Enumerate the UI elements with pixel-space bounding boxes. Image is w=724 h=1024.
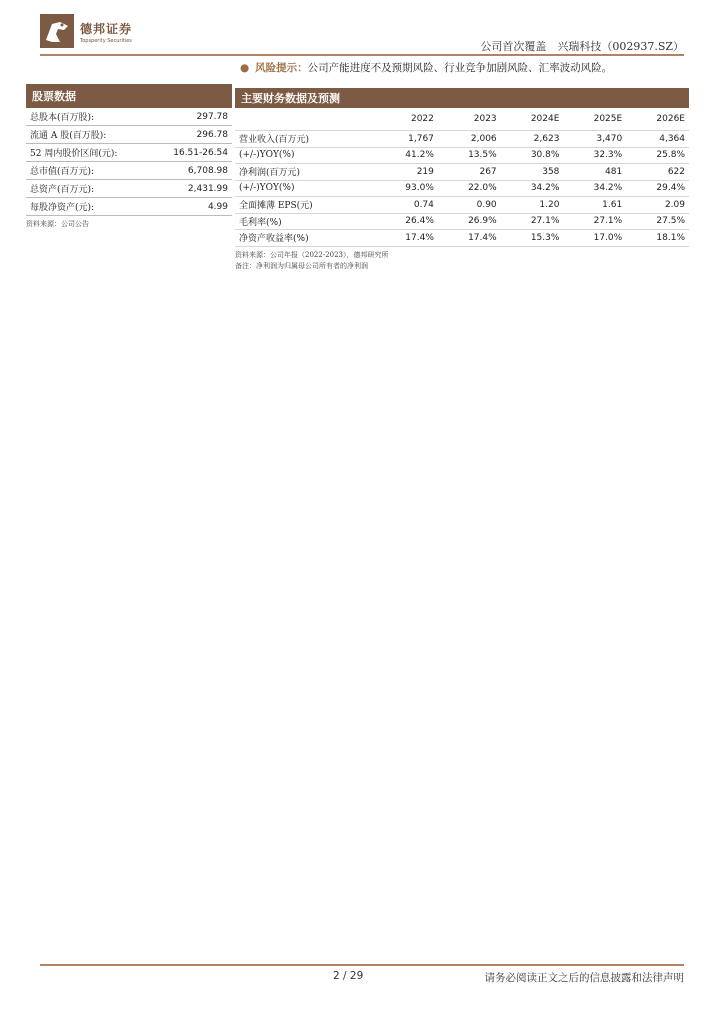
metric-value: 15.3% bbox=[501, 230, 564, 247]
metric-value: 17.4% bbox=[375, 230, 438, 247]
logo-subtext: Topsperity Securities bbox=[80, 38, 132, 44]
metric-value: 622 bbox=[626, 164, 689, 181]
table-row bbox=[235, 147, 689, 164]
disclaimer: 请务必阅读正文之后的信息披露和法律声明 bbox=[484, 972, 684, 984]
metric-value: 25.8% bbox=[626, 147, 689, 164]
stock-data-table bbox=[26, 108, 232, 216]
risk-text: 公司产能进度不及预期风险、行业竞争加剧风险、汇率波动风险。 bbox=[307, 62, 613, 74]
metric-value: 26.9% bbox=[438, 213, 501, 230]
table-row bbox=[26, 144, 232, 162]
metric-value: 267 bbox=[438, 164, 501, 181]
metric-value: 27.1% bbox=[501, 213, 564, 230]
table-row bbox=[26, 180, 232, 198]
metric-value: 27.1% bbox=[563, 213, 626, 230]
year-header: 2023 bbox=[438, 108, 501, 131]
metric-value: 17.4% bbox=[438, 230, 501, 247]
metric-value: 93.0% bbox=[375, 180, 438, 197]
header-blank-cell bbox=[235, 108, 375, 131]
metric-value: 17.0% bbox=[563, 230, 626, 247]
metric-value: 358 bbox=[501, 164, 564, 181]
stock-row-value: 2,431.99 bbox=[150, 180, 232, 198]
stock-data-panel bbox=[26, 84, 232, 229]
table-row bbox=[235, 131, 689, 148]
metric-value: 0.90 bbox=[438, 197, 501, 214]
financials-source: 资料来源：公司年报（2022-2023），德邦研究所 bbox=[235, 250, 389, 259]
metric-value: 27.5% bbox=[626, 213, 689, 230]
metric-label: (+/-)YOY(%) bbox=[235, 180, 375, 197]
metric-value: 2.09 bbox=[626, 197, 689, 214]
stock-row-value: 297.78 bbox=[150, 108, 232, 126]
table-row bbox=[26, 108, 232, 126]
metric-label: 营业收入(百万元) bbox=[235, 131, 375, 148]
metric-value: 4,364 bbox=[626, 131, 689, 148]
stock-row-label: 总市值(百万元): bbox=[26, 162, 150, 180]
financials-table bbox=[235, 108, 689, 247]
stock-data-title: 股票数据 bbox=[26, 84, 232, 108]
stock-row-label: 总资产(百万元): bbox=[26, 180, 150, 198]
logo-mark-icon bbox=[40, 14, 74, 48]
stock-row-value: 16.51-26.54 bbox=[150, 144, 232, 162]
year-header: 2026E bbox=[626, 108, 689, 131]
table-row bbox=[235, 230, 689, 247]
logo-text: 德邦证券 bbox=[80, 22, 133, 36]
financials-panel bbox=[235, 88, 689, 271]
metric-value: 1,767 bbox=[375, 131, 438, 148]
metric-value: 32.3% bbox=[563, 147, 626, 164]
risk-warning bbox=[240, 60, 612, 75]
metric-label: 净利润(百万元) bbox=[235, 164, 375, 181]
company-logo bbox=[40, 14, 150, 48]
stock-data-source: 资料来源：公司公告 bbox=[26, 220, 89, 228]
metric-value: 26.4% bbox=[375, 213, 438, 230]
metric-value: 2,623 bbox=[501, 131, 564, 148]
table-row bbox=[26, 198, 232, 216]
stock-row-label: 总股本(百万股): bbox=[26, 108, 150, 126]
table-header-row bbox=[235, 108, 689, 131]
metric-value: 219 bbox=[375, 164, 438, 181]
stock-row-label: 每股净资产(元): bbox=[26, 198, 150, 216]
report-title: 公司首次覆盖 兴瑞科技（002937.SZ） bbox=[480, 40, 684, 53]
financials-title: 主要财务数据及预测 bbox=[235, 88, 689, 108]
metric-value: 34.2% bbox=[501, 180, 564, 197]
stock-row-value: 4.99 bbox=[150, 198, 232, 216]
metric-value: 41.2% bbox=[375, 147, 438, 164]
metric-label: 净资产收益率(%) bbox=[235, 230, 375, 247]
metric-label: (+/-)YOY(%) bbox=[235, 147, 375, 164]
metric-value: 1.20 bbox=[501, 197, 564, 214]
metric-value: 1.61 bbox=[563, 197, 626, 214]
year-header: 2025E bbox=[563, 108, 626, 131]
metric-value: 22.0% bbox=[438, 180, 501, 197]
metric-value: 13.5% bbox=[438, 147, 501, 164]
metric-value: 30.8% bbox=[501, 147, 564, 164]
stock-row-label: 流通 A 股(百万股): bbox=[26, 126, 150, 144]
table-row bbox=[26, 126, 232, 144]
financials-note: 备注：净利润为归属母公司所有者的净利润 bbox=[235, 261, 368, 270]
metric-label: 全面摊薄 EPS(元) bbox=[235, 197, 375, 214]
metric-value: 481 bbox=[563, 164, 626, 181]
metric-value: 2,006 bbox=[438, 131, 501, 148]
risk-label: 风险提示： bbox=[255, 62, 308, 74]
year-header: 2024E bbox=[501, 108, 564, 131]
table-row bbox=[235, 180, 689, 197]
metric-value: 34.2% bbox=[563, 180, 626, 197]
page-number: 2 / 29 bbox=[333, 970, 364, 982]
table-row bbox=[235, 197, 689, 214]
table-row bbox=[26, 162, 232, 180]
footer-divider bbox=[40, 964, 684, 966]
header-divider bbox=[40, 54, 684, 56]
metric-label: 毛利率(%) bbox=[235, 213, 375, 230]
stock-row-label: 52 周内股价区间(元): bbox=[26, 144, 150, 162]
metric-value: 18.1% bbox=[626, 230, 689, 247]
bullet-icon: ● bbox=[240, 62, 250, 74]
stock-row-value: 296.78 bbox=[150, 126, 232, 144]
metric-value: 29.4% bbox=[626, 180, 689, 197]
stock-row-value: 6,708.98 bbox=[150, 162, 232, 180]
metric-value: 0.74 bbox=[375, 197, 438, 214]
year-header: 2022 bbox=[375, 108, 438, 131]
table-row bbox=[235, 213, 689, 230]
metric-value: 3,470 bbox=[563, 131, 626, 148]
table-row bbox=[235, 164, 689, 181]
